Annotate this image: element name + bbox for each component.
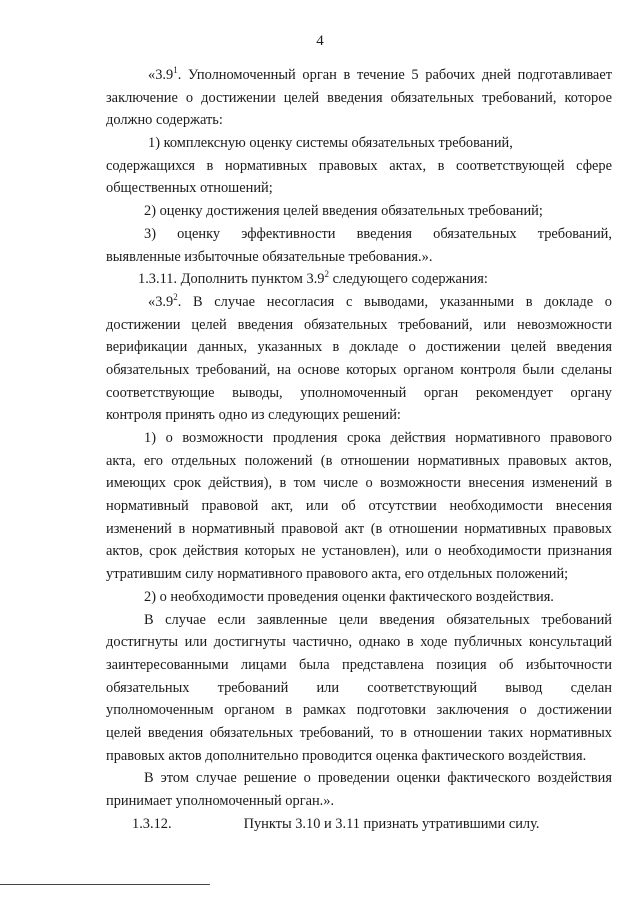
- text-line: В случае если заявленные цели введения обязательных требований: [144, 611, 612, 628]
- text-line: контроля принять одно из следующих решений:: [106, 407, 401, 424]
- text-line: соответствующие выводы, уполномоченный орган рекомендует органу: [106, 384, 612, 401]
- text-line: обязательных требований, на основе которых органом контроля были сделаны: [106, 361, 612, 378]
- text-line: 1) о возможности продления срока действия нормативного правового: [144, 430, 612, 446]
- text-line: принимает уполномоченный орган.».: [106, 793, 335, 809]
- text-line: обязательных требований или соответствующий вывод сделан: [106, 679, 612, 696]
- text-line: выявленные избыточные обязательные требования.».: [106, 248, 433, 265]
- superscript: 1: [173, 65, 178, 76]
- text-line: изменений в нормативный правовой акт (в отношении нормативных правовых: [106, 520, 612, 537]
- text-line: общественных отношений;: [106, 180, 273, 197]
- text-line: заинтересованными лицами была представлена позиция об избыточности: [106, 656, 612, 673]
- footnote-separator: [0, 884, 210, 885]
- text-line: 2) оценку достижения целей введения обязательных требований;: [144, 203, 543, 220]
- text-line: достижении целей введения обязательных требований, или невозможности: [106, 316, 612, 333]
- text-line: «$3.9^2$. В случае несогласия с выводами, указанными в докладе о: [148, 292, 612, 310]
- text-line: правовых актов дополнительно проводится оценка фактического воздействия.: [106, 747, 587, 764]
- text-line: нормативный правовой акт, или об отсутствии необходимости внесения: [106, 498, 612, 515]
- text-line: актов, срок действия которых не установлен), или о необходимости признания: [106, 543, 612, 560]
- text-line: «$3.9^1$. Уполномоченный орган в течение 5 рабочих дней подготавливает: [148, 65, 612, 83]
- text-line: В этом случае решение о проведении оценки фактического воздействия: [144, 770, 612, 787]
- text-line: утратившим силу нормативного правового акта, его отдельных положений;: [106, 566, 569, 583]
- superscript: 2: [324, 269, 330, 280]
- text-line: достигнуты или достигнуты частично, однако в ходе публичных консультаций: [106, 634, 612, 651]
- text-line: 1.3.11. Дополнить пунктом $3.9^2$ следующего содержания:: [138, 269, 488, 288]
- text-line: акта, его отдельных положений (в отношении нормативных правовых актов,: [106, 452, 612, 469]
- document-body: [106, 64, 612, 835]
- text-line: 1.3.12. Пункты 3.10 и 3.11 признать утратившими силу.: [132, 815, 540, 832]
- text-line: верификации данных, указанных в докладе о достижении целей введения: [106, 339, 612, 356]
- text-line: должно содержать:: [106, 112, 223, 129]
- text-line: уполномоченным органом в рамках подготовки заключения о достижении: [106, 702, 612, 719]
- text-line: 2) о необходимости проведения оценки фактического воздействия.: [144, 588, 554, 605]
- text-line: 1) комплексную оценку системы обязательных требований,: [148, 135, 513, 152]
- superscript: 2: [173, 292, 178, 303]
- text-line: содержащихся в нормативных правовых актах, в соответствующей сфере: [106, 157, 612, 174]
- text-line: имеющих срок действия), в том числе о возможности внесения изменений в: [106, 475, 612, 492]
- text-line: заключение о достижении целей введения обязательных требований, которое: [106, 89, 612, 106]
- page-number: 4: [316, 33, 324, 49]
- text-line: 3) оценку эффективности введения обязательных требований,: [144, 225, 612, 242]
- text-line: целей введения обязательных требований, то в отношении таких нормативных: [106, 724, 612, 741]
